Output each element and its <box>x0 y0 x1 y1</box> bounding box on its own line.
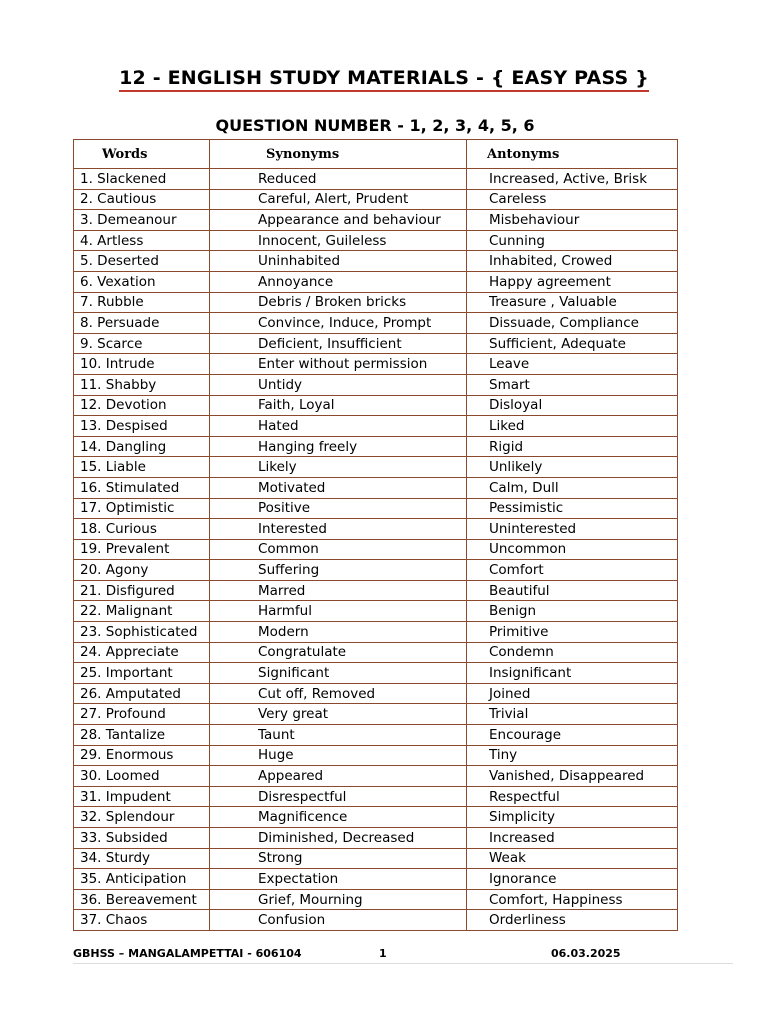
word-cell: 6. Vexation <box>74 271 210 292</box>
vocabulary-table <box>73 139 678 931</box>
synonym-cell: Positive <box>210 498 467 519</box>
antonym-cell: Unlikely <box>467 457 678 478</box>
antonym-cell: Careless <box>467 189 678 210</box>
table-row <box>74 786 678 807</box>
synonym-cell: Huge <box>210 745 467 766</box>
word-cell: 7. Rubble <box>74 292 210 313</box>
table-row <box>74 622 678 643</box>
antonym-cell: Weak <box>467 848 678 869</box>
synonym-cell: Marred <box>210 580 467 601</box>
synonym-cell: Modern <box>210 622 467 643</box>
word-cell: 8. Persuade <box>74 313 210 334</box>
synonym-cell: Expectation <box>210 869 467 890</box>
footer-school: GBHSS – MANGALAMPETTAI - 606104 <box>73 947 302 960</box>
header-words: Words <box>74 140 210 169</box>
table-row <box>74 313 678 334</box>
table-row <box>74 869 678 890</box>
antonym-cell: Liked <box>467 416 678 437</box>
footer-divider <box>73 963 733 964</box>
table-row <box>74 169 678 190</box>
table-row <box>74 271 678 292</box>
antonym-cell: Treasure , Valuable <box>467 292 678 313</box>
synonym-cell: Annoyance <box>210 271 467 292</box>
synonym-cell: Appearance and behaviour <box>210 210 467 231</box>
word-cell: 26. Amputated <box>74 683 210 704</box>
table-row <box>74 807 678 828</box>
table-row <box>74 580 678 601</box>
synonym-cell: Deficient, Insufficient <box>210 333 467 354</box>
table-row <box>74 374 678 395</box>
table-row <box>74 539 678 560</box>
antonym-cell: Trivial <box>467 704 678 725</box>
table-row <box>74 210 678 231</box>
word-cell: 1. Slackened <box>74 169 210 190</box>
synonym-cell: Likely <box>210 457 467 478</box>
word-cell: 16. Stimulated <box>74 477 210 498</box>
word-cell: 5. Deserted <box>74 251 210 272</box>
synonym-cell: Congratulate <box>210 642 467 663</box>
antonym-cell: Calm, Dull <box>467 477 678 498</box>
word-cell: 28. Tantalize <box>74 725 210 746</box>
synonym-cell: Confusion <box>210 910 467 931</box>
synonym-cell: Harmful <box>210 601 467 622</box>
synonym-cell: Taunt <box>210 725 467 746</box>
table-row <box>74 333 678 354</box>
table-row <box>74 498 678 519</box>
table-row <box>74 292 678 313</box>
synonym-cell: Motivated <box>210 477 467 498</box>
synonym-cell: Enter without permission <box>210 354 467 375</box>
document-title <box>0 67 768 89</box>
table-row <box>74 683 678 704</box>
synonym-cell: Convince, Induce, Prompt <box>210 313 467 334</box>
word-cell: 10. Intrude <box>74 354 210 375</box>
antonym-cell: Primitive <box>467 622 678 643</box>
table-row <box>74 766 678 787</box>
word-cell: 34. Sturdy <box>74 848 210 869</box>
antonym-cell: Increased, Active, Brisk <box>467 169 678 190</box>
table-row <box>74 745 678 766</box>
antonym-cell: Benign <box>467 601 678 622</box>
antonym-cell: Disloyal <box>467 395 678 416</box>
antonym-cell: Leave <box>467 354 678 375</box>
table-row <box>74 230 678 251</box>
footer-page-number: 1 <box>379 947 387 960</box>
synonym-cell: Hanging freely <box>210 436 467 457</box>
synonym-cell: Strong <box>210 848 467 869</box>
table-row <box>74 477 678 498</box>
word-cell: 19. Prevalent <box>74 539 210 560</box>
word-cell: 32. Splendour <box>74 807 210 828</box>
synonym-cell: Significant <box>210 663 467 684</box>
header-synonyms: Synonyms <box>210 140 467 169</box>
antonym-cell: Comfort, Happiness <box>467 889 678 910</box>
antonym-cell: Tiny <box>467 745 678 766</box>
antonym-cell: Increased <box>467 828 678 849</box>
antonym-cell: Inhabited, Crowed <box>467 251 678 272</box>
synonym-cell: Very great <box>210 704 467 725</box>
antonym-cell: Beautiful <box>467 580 678 601</box>
table-row <box>74 251 678 272</box>
synonym-cell: Debris / Broken bricks <box>210 292 467 313</box>
antonym-cell: Vanished, Disappeared <box>467 766 678 787</box>
synonym-cell: Untidy <box>210 374 467 395</box>
antonym-cell: Respectful <box>467 786 678 807</box>
table-header-row <box>74 140 678 169</box>
table-row <box>74 519 678 540</box>
word-cell: 14. Dangling <box>74 436 210 457</box>
synonym-cell: Magnificence <box>210 807 467 828</box>
antonym-cell: Smart <box>467 374 678 395</box>
antonym-cell: Simplicity <box>467 807 678 828</box>
table-row <box>74 889 678 910</box>
synonym-cell: Suffering <box>210 560 467 581</box>
table-row <box>74 828 678 849</box>
footer-date: 06.03.2025 <box>551 947 621 960</box>
antonym-cell: Condemn <box>467 642 678 663</box>
antonym-cell: Uncommon <box>467 539 678 560</box>
synonym-cell: Uninhabited <box>210 251 467 272</box>
synonym-cell: Grief, Mourning <box>210 889 467 910</box>
word-cell: 20. Agony <box>74 560 210 581</box>
word-cell: 21. Disfigured <box>74 580 210 601</box>
word-cell: 15. Liable <box>74 457 210 478</box>
antonym-cell: Dissuade, Compliance <box>467 313 678 334</box>
antonym-cell: Sufficient, Adequate <box>467 333 678 354</box>
document-subtitle: QUESTION NUMBER - 1, 2, 3, 4, 5, 6 <box>215 116 535 135</box>
antonym-cell: Insignificant <box>467 663 678 684</box>
word-cell: 23. Sophisticated <box>74 622 210 643</box>
word-cell: 17. Optimistic <box>74 498 210 519</box>
word-cell: 33. Subsided <box>74 828 210 849</box>
table-row <box>74 354 678 375</box>
table-row <box>74 642 678 663</box>
word-cell: 36. Bereavement <box>74 889 210 910</box>
antonym-cell: Comfort <box>467 560 678 581</box>
table-row <box>74 910 678 931</box>
word-cell: 35. Anticipation <box>74 869 210 890</box>
antonym-cell: Uninterested <box>467 519 678 540</box>
synonym-cell: Diminished, Decreased <box>210 828 467 849</box>
word-cell: 12. Devotion <box>74 395 210 416</box>
table-row <box>74 457 678 478</box>
table-row <box>74 189 678 210</box>
word-cell: 9. Scarce <box>74 333 210 354</box>
antonym-cell: Orderliness <box>467 910 678 931</box>
synonym-cell: Careful, Alert, Prudent <box>210 189 467 210</box>
table-row <box>74 416 678 437</box>
antonym-cell: Pessimistic <box>467 498 678 519</box>
synonym-cell: Faith, Loyal <box>210 395 467 416</box>
word-cell: 18. Curious <box>74 519 210 540</box>
word-cell: 3. Demeanour <box>74 210 210 231</box>
antonym-cell: Happy agreement <box>467 271 678 292</box>
synonym-cell: Interested <box>210 519 467 540</box>
antonym-cell: Cunning <box>467 230 678 251</box>
table-row <box>74 436 678 457</box>
word-cell: 27. Profound <box>74 704 210 725</box>
antonym-cell: Encourage <box>467 725 678 746</box>
synonym-cell: Common <box>210 539 467 560</box>
word-cell: 29. Enormous <box>74 745 210 766</box>
synonym-cell: Appeared <box>210 766 467 787</box>
word-cell: 31. Impudent <box>74 786 210 807</box>
antonym-cell: Misbehaviour <box>467 210 678 231</box>
word-cell: 13. Despised <box>74 416 210 437</box>
antonym-cell: Joined <box>467 683 678 704</box>
header-antonyms: Antonyms <box>467 140 678 169</box>
synonym-cell: Reduced <box>210 169 467 190</box>
word-cell: 11. Shabby <box>74 374 210 395</box>
word-cell: 30. Loomed <box>74 766 210 787</box>
word-cell: 25. Important <box>74 663 210 684</box>
table-row <box>74 725 678 746</box>
word-cell: 22. Malignant <box>74 601 210 622</box>
synonym-cell: Cut off, Removed <box>210 683 467 704</box>
antonym-cell: Ignorance <box>467 869 678 890</box>
word-cell: 24. Appreciate <box>74 642 210 663</box>
synonym-cell: Disrespectful <box>210 786 467 807</box>
antonym-cell: Rigid <box>467 436 678 457</box>
table-row <box>74 663 678 684</box>
synonym-cell: Innocent, Guileless <box>210 230 467 251</box>
document-title-text: 12 - ENGLISH STUDY MATERIALS - { EASY PASS } <box>119 67 649 92</box>
word-cell: 37. Chaos <box>74 910 210 931</box>
table-row <box>74 704 678 725</box>
word-cell: 4. Artless <box>74 230 210 251</box>
table-row <box>74 560 678 581</box>
word-cell: 2. Cautious <box>74 189 210 210</box>
synonym-cell: Hated <box>210 416 467 437</box>
table-row <box>74 848 678 869</box>
table-row <box>74 395 678 416</box>
table-row <box>74 601 678 622</box>
